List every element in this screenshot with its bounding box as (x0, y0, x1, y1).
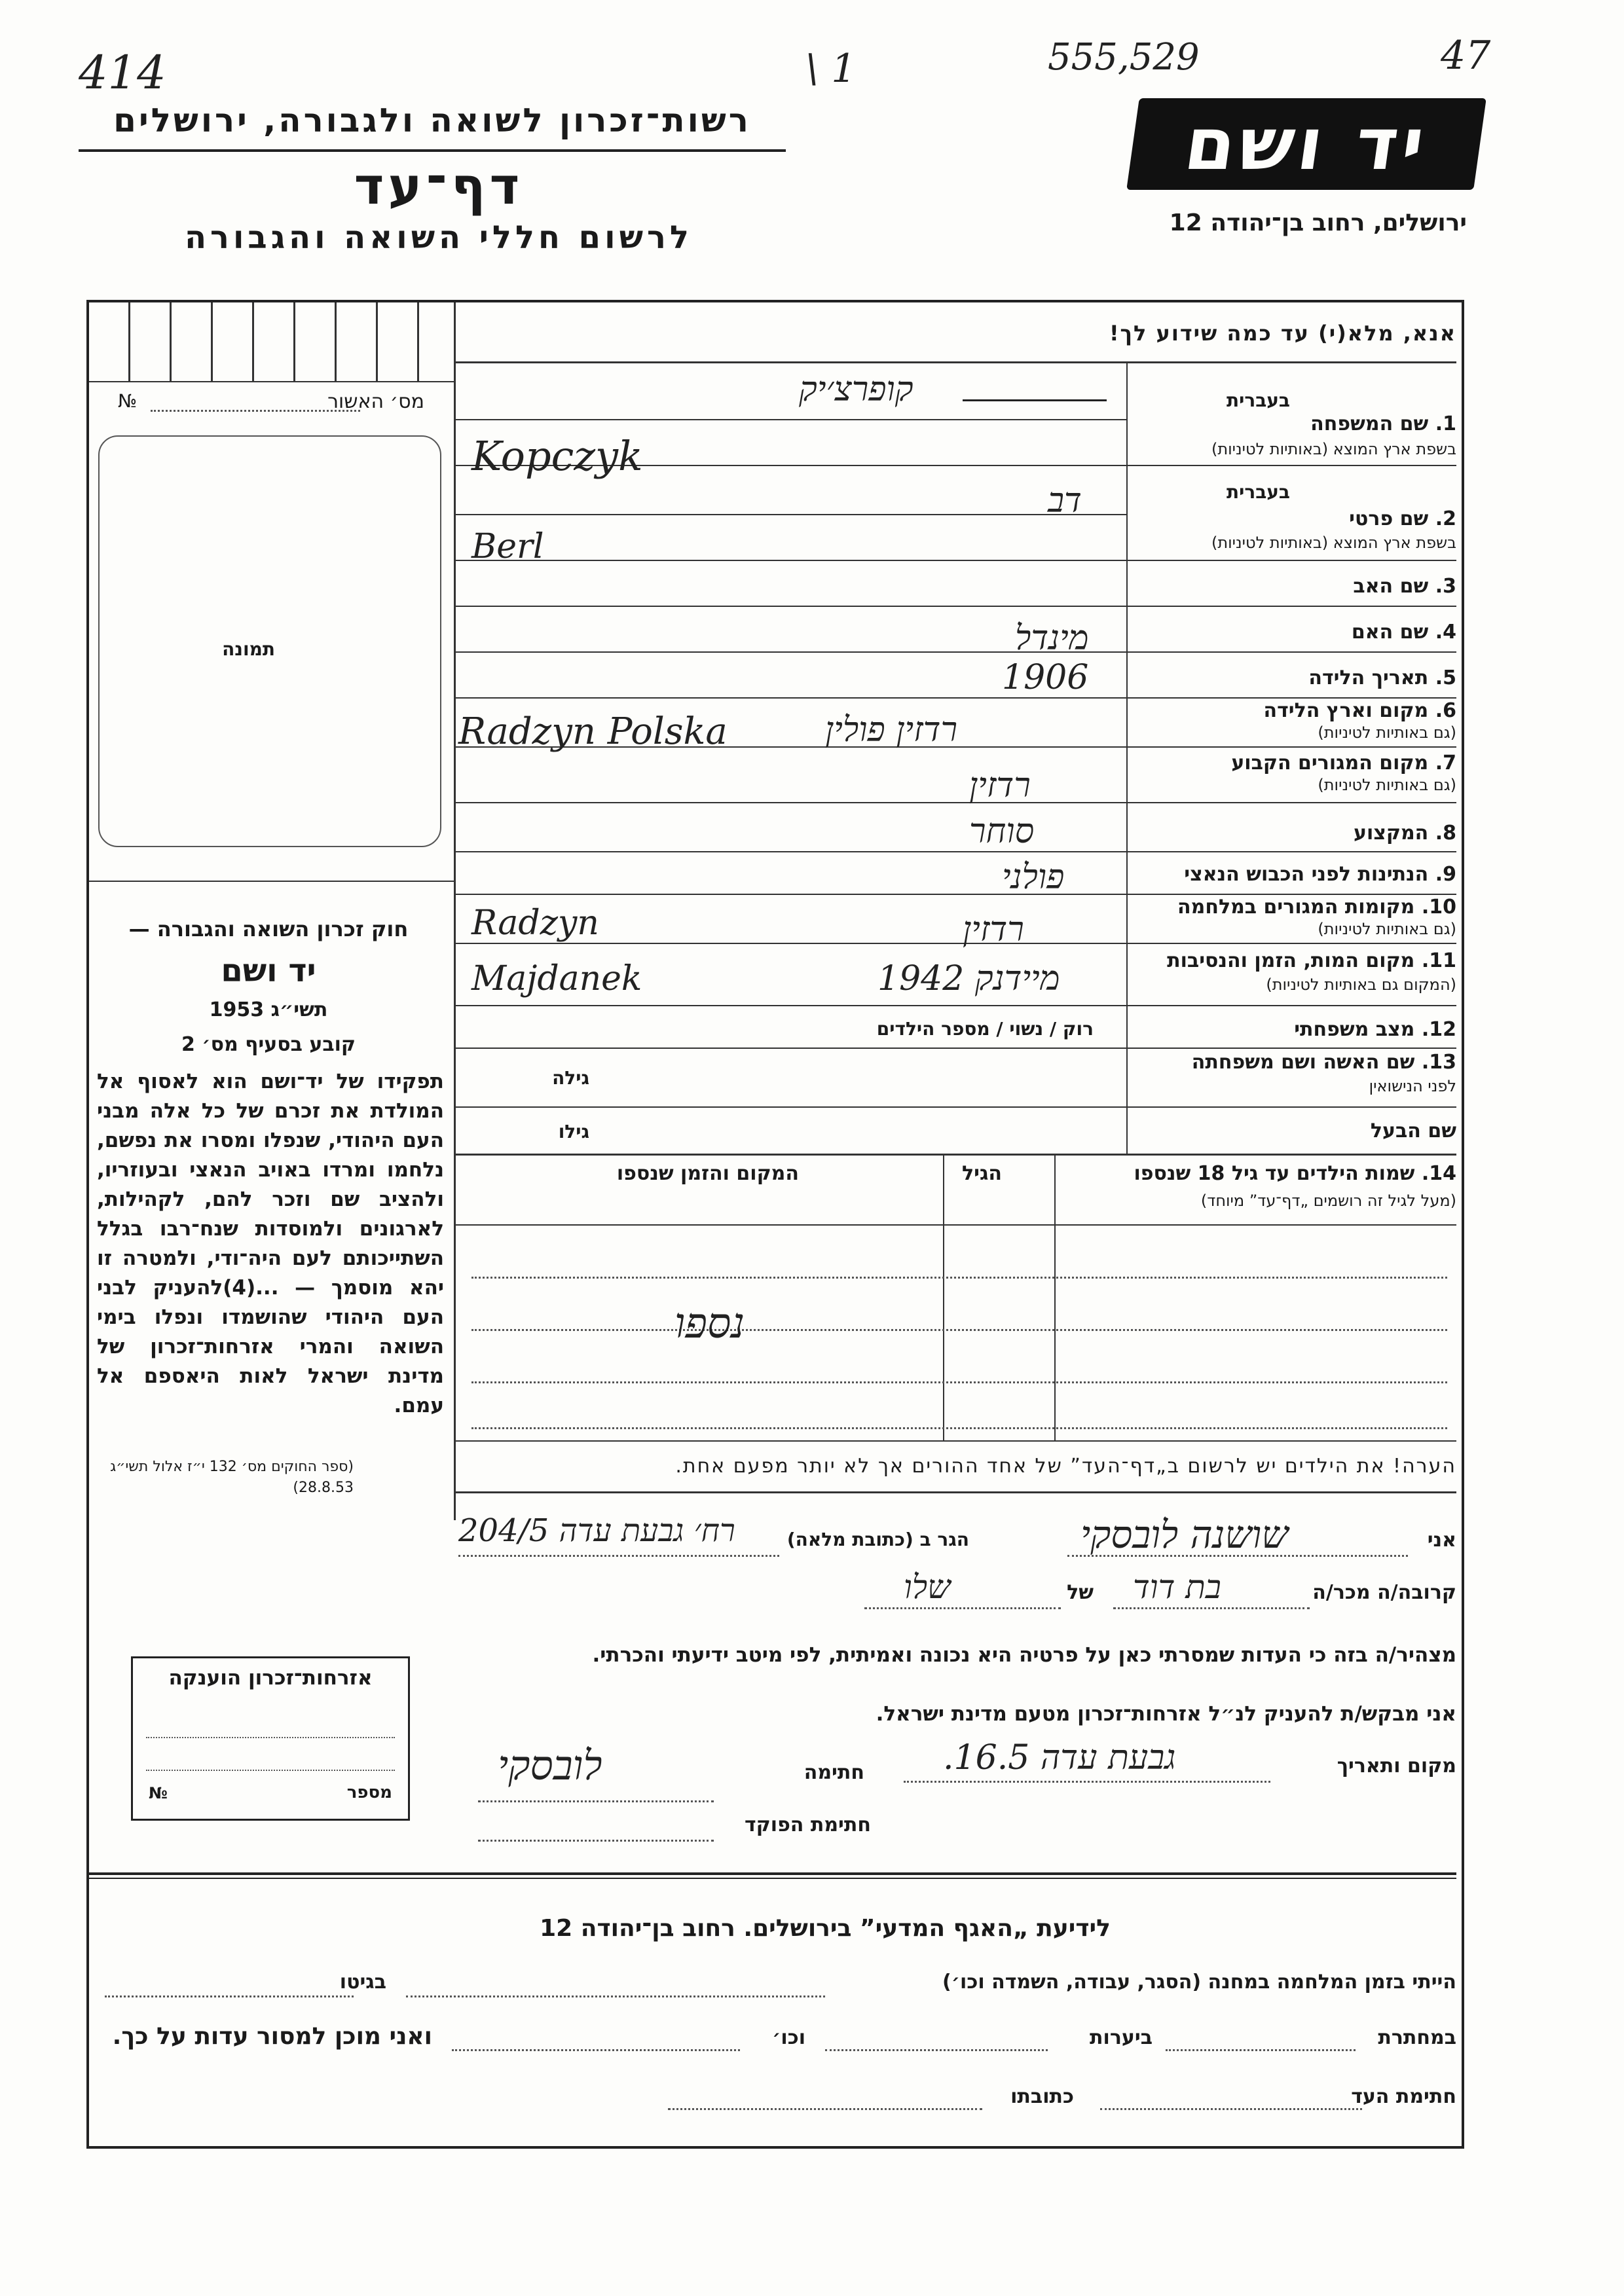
relative-of-line (864, 1607, 1061, 1609)
field-2-num: 2. (1435, 507, 1456, 530)
field-1-text: שם המשפחה (1310, 412, 1429, 435)
scientific-dept-heading: לידיעת „האגף המדעי” בירושלים. רחוב בן־יהודה 12 (540, 1915, 1111, 1942)
handwritten-top-mark: \ 1 (805, 46, 857, 92)
hw-relation-of: שלו (904, 1568, 951, 1606)
field-5-line (456, 697, 1456, 699)
hw-birth-place-latin: Radzyn Polska (458, 710, 728, 753)
field-7-num: 7. (1435, 752, 1456, 774)
citizenship-box-number-label: מספר (346, 1783, 392, 1802)
signature-label: חתימה (803, 1761, 864, 1784)
yad-vashem-logo (1126, 98, 1486, 190)
hw-birth: 1906 (1002, 658, 1089, 697)
hw-surname-latin: Kopczyk (471, 432, 643, 480)
hw-death-latin: Majdanek (471, 959, 642, 998)
field-2-line-b (456, 560, 1456, 561)
camp-line-label: הייתי בזמן המלחמה במחנה (הסגר, עבודה, השמדה וכו׳) (942, 1971, 1456, 1994)
hw-citizenship: פולני (1002, 858, 1065, 897)
field-11-sub: (המקום גם באותיות לטיניות) (1266, 975, 1456, 994)
instruction-line (456, 361, 1456, 363)
underground-line (1166, 2049, 1356, 2051)
children-bottom-line (456, 1440, 1456, 1442)
hw-strike (963, 399, 1107, 401)
field-1-tag: בעברית (1226, 390, 1290, 411)
field-4-label (1352, 621, 1456, 644)
age-female: גילה (552, 1067, 589, 1089)
approval-number-no: № (118, 390, 138, 412)
field-8-line (456, 851, 1456, 852)
bottom-section-divider (89, 1872, 1456, 1875)
husband-label: שם הבעל (1370, 1120, 1456, 1142)
law-title: חוק זכרון השואה והגבורה — (128, 917, 409, 941)
forests-line (825, 2049, 1048, 2051)
field-4-text: שם האם (1351, 621, 1429, 644)
hw-witness-address: רח׳ גבעת עדה 204/5 (458, 1512, 735, 1549)
underground-label: במחתרת (1378, 2026, 1456, 2049)
witness-address-bottom-line (668, 2108, 982, 2110)
field-13-text: שם האשה ושם משפחתה (1191, 1051, 1415, 1074)
ready-label: ואני מוכן למסור עדות על כך. (112, 2023, 432, 2050)
field-7-text: מקום המגורים הקבוע (1231, 752, 1429, 774)
witness-address-label: הגר ב (כתובת מלאה) (786, 1529, 969, 1550)
place-date-label: מקום ותאריך (1337, 1755, 1456, 1777)
field-6-num: 6. (1435, 699, 1456, 722)
field-2-label (1349, 507, 1456, 530)
field-12-label (1294, 1018, 1456, 1041)
top-ruler-ticks (89, 302, 454, 381)
field-5-text: תאריך הלידה (1308, 666, 1429, 689)
field-10-label (1177, 896, 1456, 919)
photo-bottom-line (89, 881, 454, 882)
hw-surname-hebrew: קופרצ׳יק (799, 370, 913, 409)
logo-text: יד ושם (1179, 102, 1433, 186)
field-2-text: שם פרטי (1349, 507, 1429, 530)
bottom-section-divider-2 (89, 1878, 1456, 1879)
field-1-num: 1. (1435, 412, 1456, 435)
field-13-label (1192, 1051, 1456, 1074)
law-name: יד ושם (221, 953, 316, 989)
law-reference: (ספר החוקים מס׳ 132 י״ז אלול תשי״ג 28.8.53) (110, 1459, 354, 1496)
field-4-line (456, 651, 1456, 653)
hw-mother: מינדל (1015, 619, 1089, 658)
forests-label: ביערות (1090, 2026, 1153, 2049)
form-title: דף־עד (354, 157, 524, 216)
ruler-bottom (89, 381, 454, 382)
hw-war-place-hebrew: רדזין (963, 910, 1024, 949)
signature-line (478, 1800, 714, 1802)
field-10-num: 10. (1421, 896, 1456, 919)
children-row-1 (471, 1277, 1447, 1279)
hw-war-place-latin: Radzyn (471, 903, 599, 943)
authority-underline (79, 149, 786, 152)
field-1-line-a (456, 419, 1126, 420)
handwritten-file-number: 414 (79, 46, 166, 100)
hw-profession: סוחר (969, 812, 1035, 851)
field-8-num: 8. (1435, 822, 1456, 845)
children-row-3 (471, 1381, 1447, 1383)
hw-witness-name: שושנה לובסקי (1080, 1512, 1289, 1557)
field-2-tag: בעברית (1226, 481, 1290, 503)
children-row-4 (471, 1427, 1447, 1429)
law-text: תפקידו של יד־ושם הוא לאסוף אל המולדת את זכרם של כל אלה מבני העם היהודי, שנפלו ומסרו את נפשם, נלחמו ומרדו באויב הנאצי ובעוזריו, ולהציב שם וזכר להם, לקהילות, לארגונים ולמוסדות שנח־רבו בגלל השתייכותם לעם היה־ודי, ולמטרה זו יהא מוסמך — ...(4)להעניק לבני העם היהודי שהושמדו ונפלו בימי השואה והמרי אזרחות־זכרון של מדינת ישראל לאות היאספם אל עמם. (97, 1070, 444, 1417)
citizenship-request: אני מבקש/ת להעניק לנ״ל אזרחות־זכרון מטעם מדינת ישראל. (876, 1702, 1456, 1726)
citizenship-box-title: אזרחות־זכרון הוענקה (168, 1666, 373, 1690)
children-age-header: הגיל (962, 1162, 1002, 1185)
field-4-num: 4. (1435, 621, 1456, 644)
handwritten-corner-number: 47 (1441, 33, 1491, 79)
form-subtitle: לרשום חללי השואה והגבורה (185, 219, 693, 256)
field-3-num: 3. (1435, 575, 1456, 598)
handwritten-record-number: 555,529 (1048, 36, 1200, 79)
law-year: תשי״ג 1953 (209, 998, 328, 1021)
field-3-label (1353, 575, 1456, 598)
field-10-line (456, 943, 1456, 944)
relative-line (1113, 1607, 1310, 1609)
field-10-sub: (גם באותיות לטיניות) (1318, 920, 1456, 938)
field-8-label (1354, 822, 1456, 845)
ghetto-line (105, 1995, 354, 1997)
field-9-line (456, 894, 1456, 895)
hw-place-date: גבעת עדה 16.5. (943, 1738, 1176, 1777)
field-7-line (456, 802, 1456, 803)
field-5-num: 5. (1435, 666, 1456, 689)
approval-number-label: מס׳ האשור (327, 390, 424, 413)
left-column-divider (454, 302, 456, 1520)
children-sub: (מעל לגיל זה רושמים „דף־עד” מיוחד) (1200, 1192, 1456, 1210)
field-7-sub: (גם באותיות לטיניות) (1318, 776, 1456, 794)
instruction: אנא, מלא(י) עד כמה שידוע לך! (1109, 321, 1456, 346)
hw-first-latin: Berl (471, 527, 544, 566)
note-bottom-line (456, 1491, 1456, 1493)
etc-label: וכו׳ (772, 2026, 805, 2049)
officer-signature-line (478, 1840, 714, 1842)
place-date-line (904, 1781, 1270, 1783)
law-section: קובע בסעיף מס׳ 2 (181, 1033, 356, 1056)
field-2-line-a (456, 514, 1126, 515)
citizenship-box-line-1 (146, 1737, 395, 1738)
children-header-line (456, 1224, 1456, 1226)
citizenship-box-no: № (149, 1784, 168, 1802)
children-col-1 (943, 1154, 944, 1440)
field-9-num: 9. (1435, 863, 1456, 886)
authority-name: רשות־זכרון לשואה ולגבורה, ירושלים (113, 101, 751, 139)
hw-death-hebrew: מיידנק 1942 (877, 959, 1060, 998)
ghetto-label: בגיטו (339, 1971, 386, 1994)
field-9-text: הנתינות לפני הכבוש הנאצי (1184, 863, 1429, 886)
witness-address-bottom-label: כתובתו (1010, 2085, 1074, 2108)
field-12-num: 12. (1421, 1018, 1456, 1041)
field-11-num: 11. (1421, 949, 1456, 972)
hw-birth-place-hebrew: רדזין פולין (825, 710, 958, 750)
witness-prefix: אני (1427, 1529, 1456, 1552)
hw-first-hebrew: דב (1048, 481, 1082, 520)
field-13-line (456, 1106, 1456, 1108)
age-male: גילו (558, 1121, 589, 1142)
field-6-sub: (גם באותיות לטיניות) (1318, 723, 1456, 742)
field-12-text: מצב משפחתי (1294, 1018, 1415, 1041)
field-5-label (1308, 666, 1456, 689)
field-6-label (1264, 699, 1456, 722)
etc-line (452, 2049, 740, 2051)
children-col-2 (1054, 1154, 1056, 1440)
label-column-divider (1126, 361, 1128, 1154)
address: ירושלים, רחוב בן־יהודה 12 (1169, 210, 1467, 236)
field-9-label (1184, 863, 1456, 886)
hw-children: נספו (674, 1300, 745, 1348)
note: הערה! את הילדים יש לרשום ב„דף־העד” של אחד ההורים אך לא יותר מפעם אחת. (675, 1455, 1456, 1478)
declaration: מצהיר/ה בזה כי העדות שמסרתי כאן על פרטיה היא נכונה ואמיתית, לפי מיטב ידיעתי והכרתי. (592, 1643, 1456, 1667)
field-2-sub: בשפת ארץ המוצא (באותיות לטיניות) (1211, 534, 1456, 552)
citizenship-box-line-2 (146, 1770, 395, 1771)
field-11-line (456, 1005, 1456, 1006)
hw-residence: רדזין (969, 766, 1031, 805)
field-13-sub: לפני הנישואין (1369, 1077, 1456, 1095)
field-3-line (456, 606, 1456, 607)
field-12-line (456, 1048, 1456, 1049)
approval-number-line (151, 410, 360, 412)
hw-signature: לובסקי (498, 1741, 602, 1789)
officer-signature-label: חתימת הפוקד (745, 1813, 871, 1836)
children-label: 14. שמות הילדים עד גיל 18 שנספו (1134, 1162, 1456, 1185)
witness-address-line (458, 1555, 779, 1557)
field-6-text: מקום וארץ הלידה (1263, 699, 1429, 722)
relative-label: קרובה/ה מכר/ה (1312, 1581, 1456, 1604)
photo-label: תמונה (222, 638, 275, 660)
citizenship-granted-box (131, 1656, 410, 1821)
field-13-num: 13. (1421, 1051, 1456, 1074)
marital-options: רוק / נשוי / מספר הילדים (876, 1018, 1094, 1040)
field-1-sub: בשפת ארץ המוצא (באותיות לטיניות) (1211, 440, 1456, 458)
field-10-text: מקומות המגורים במלחמה (1177, 896, 1415, 919)
field-3-text: שם האב (1353, 575, 1429, 598)
field-1-label (1310, 412, 1456, 435)
field-11-text: מקום המות, הזמן והנסיבות (1167, 949, 1415, 972)
children-row-2 (471, 1329, 1447, 1331)
witness-signature-line (1100, 2108, 1362, 2110)
witness-signature-label: חתימת העד (1351, 2085, 1456, 2108)
field-7-label (1231, 752, 1456, 774)
camp-line (406, 1995, 825, 1997)
hw-relation: בת דוד (1133, 1568, 1221, 1606)
husband-line (456, 1154, 1456, 1156)
field-11-label (1167, 949, 1456, 972)
children-place-header: המקום והזמן שנספו (616, 1162, 799, 1185)
relative-of-label: של (1067, 1581, 1094, 1604)
field-8-text: המקצוע (1353, 822, 1429, 845)
